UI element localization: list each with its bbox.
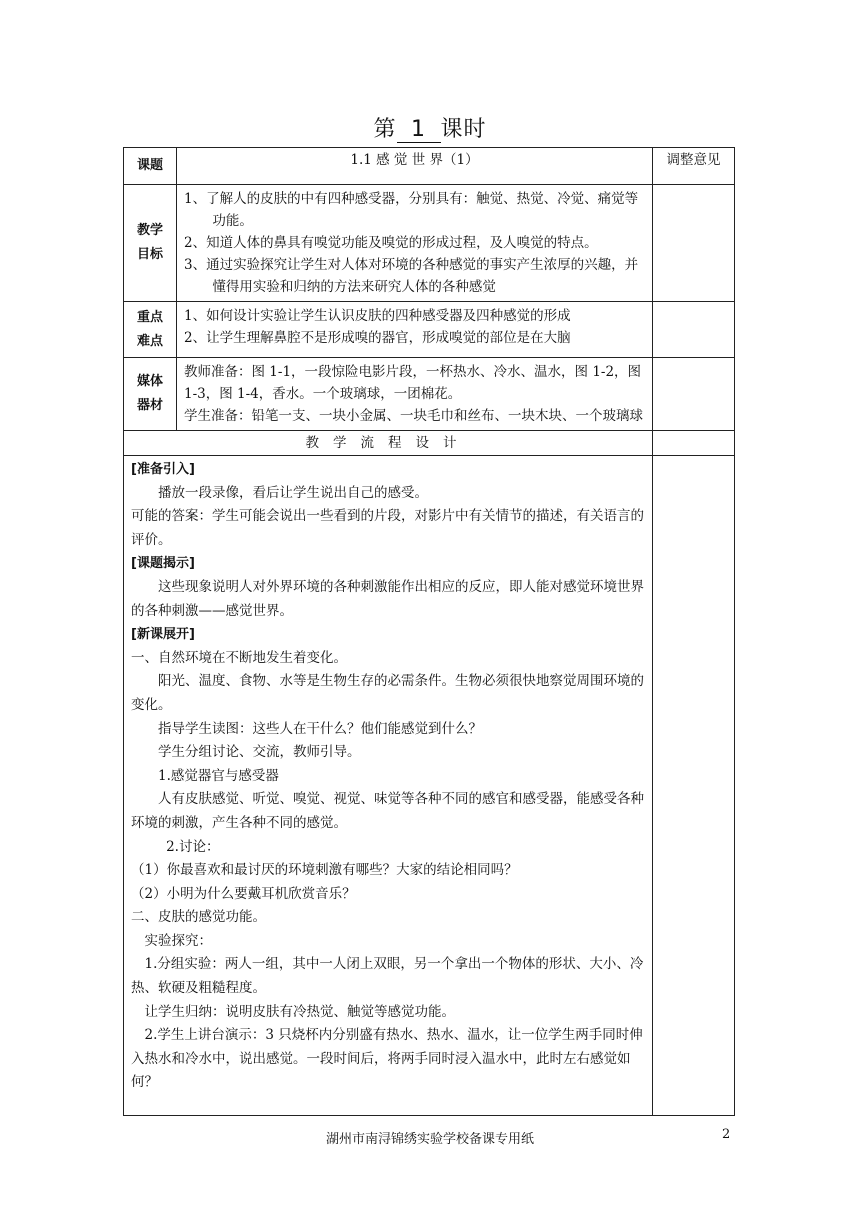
paragraph: 实验探究：	[144, 932, 212, 949]
flow-body-adjust-cell	[653, 456, 735, 1116]
paragraph: 可能的答案：学生可能会说出一些看到的片段，对影片中有关情节的描述，有关语言的评价。	[131, 508, 644, 548]
goals-row	[124, 185, 735, 302]
section-heading: [课题揭示]	[131, 556, 195, 572]
paragraph: 这些现象说明人对外界环境的各种刺激能作出相应的反应，即人能对感觉环境世界的各种刺激——感觉世界。	[131, 578, 644, 619]
media-adjust-cell	[653, 358, 735, 431]
media-item: 学生准备：铅笔一支、一块小金属、一块毛巾和丝布、一块木块、一个玻璃球	[184, 408, 643, 424]
paragraph: 一、自然环境在不断地发生着变化。	[131, 649, 347, 666]
lesson-plan-table	[123, 147, 735, 1116]
paragraph: 指导学生读图：这些人在干什么？他们能感觉到什么？	[158, 720, 482, 737]
adjust-label: 调整意见	[653, 148, 735, 185]
section-heading: [准备引入]	[131, 462, 195, 477]
topic-value: 1.1 感 觉 世 界（1）	[177, 148, 653, 185]
goal-item: 3、通过实验探究让学生对人体对环境的各种感觉的事实产生浓厚的兴趣，并懂得用实验和归纳的方法来研究人体的各种感觉	[184, 257, 639, 295]
paragraph: 1.分组实验：两人一组，其中一人闭上双眼，另一个拿出一个物体的形状、大小、冷热、软硬及粗糙程度。	[131, 956, 644, 997]
key-points-cell	[177, 302, 653, 358]
title-prefix: 第	[373, 117, 397, 142]
goals-cell	[177, 185, 653, 302]
goals-label-text: 教学目标	[137, 223, 164, 262]
key-points-label	[124, 302, 177, 358]
paragraph: 人有皮肤感觉、听觉、嗅觉、视觉、味觉等各种不同的感官和感受器，能感受各种环境的刺激，产生各种不同的感觉。	[131, 791, 644, 831]
section-heading: [新课展开]	[131, 627, 195, 643]
media-label-text: 媒体器材	[137, 374, 164, 413]
paragraph: 播放一段录像，看后让学生说出自己的感受。	[158, 484, 428, 501]
flow-adjust-cell	[653, 431, 735, 456]
media-item: 教师准备：图 1-1，一段惊险电影片段，一杯热水、冷水、温水，图 1-2，图 1-3，图 1-4，香水。一个玻璃球，一团棉花。	[184, 364, 642, 402]
media-row	[124, 358, 735, 431]
key-points-row	[124, 302, 735, 358]
media-label	[124, 358, 177, 431]
paragraph: 让学生归纳：说明皮肤有冷热觉、触觉等感觉功能。	[144, 1003, 455, 1020]
paragraph: （2）小明为什么要戴耳机欣赏音乐？	[131, 885, 356, 902]
paragraph: 阳光、温度、食物、水等是生物生存的必需条件。生物必须很快地察觉周围环境的变化。	[131, 673, 644, 713]
key-point-item: 2、让学生理解鼻腔不是形成嗅的器官，形成嗅觉的部位是在大脑	[184, 330, 571, 346]
paragraph: 2.讨论：	[166, 838, 220, 855]
key-point-item: 1、如何设计实验让学生认识皮肤的四种感受器及四种感觉的形成	[184, 308, 571, 324]
topic-row	[124, 148, 735, 185]
goals-label	[124, 185, 177, 302]
flow-header: 教学流程设计	[124, 431, 653, 456]
goals-adjust-cell	[653, 185, 735, 302]
paragraph: 2.学生上讲台演示：3 只烧杯内分别盛有热水、热水、温水，让一位学生两手同时伸入热水和冷水中，说出感觉。一段时间后，将两手同时浸入温水中，此时左右感觉如何？	[131, 1027, 643, 1091]
page-number: 2	[722, 1127, 731, 1142]
key-points-adjust-cell	[653, 302, 735, 358]
topic-label: 课题	[124, 148, 177, 185]
page-title	[0, 112, 860, 143]
paragraph: （1）你最喜欢和最讨厌的环境刺激有哪些？大家的结论相同吗？	[131, 862, 518, 879]
goal-item: 1、了解人的皮肤的中有四种感受器，分别具有：触觉、热觉、冷觉、痛觉等功能。	[184, 191, 639, 229]
flow-header-row	[124, 431, 735, 456]
goal-item: 2、知道人体的鼻具有嗅觉功能及嗅觉的形成过程，及人嗅觉的特点。	[184, 235, 598, 251]
paragraph: 学生分组讨论、交流，教师引导。	[158, 744, 361, 761]
title-suffix: 课时	[440, 117, 487, 142]
key-points-label-text: 重点难点	[137, 309, 164, 349]
flow-body	[124, 456, 653, 1116]
lesson-number: 1	[397, 117, 441, 143]
paragraph: 1.感觉器官与感受器	[158, 767, 279, 784]
footer-school: 湖州市南浔锦绣实验学校备课专用纸	[325, 1132, 534, 1147]
flow-body-row	[124, 456, 735, 1116]
media-cell	[177, 358, 653, 431]
paragraph: 二、皮肤的感觉功能。	[131, 909, 266, 926]
